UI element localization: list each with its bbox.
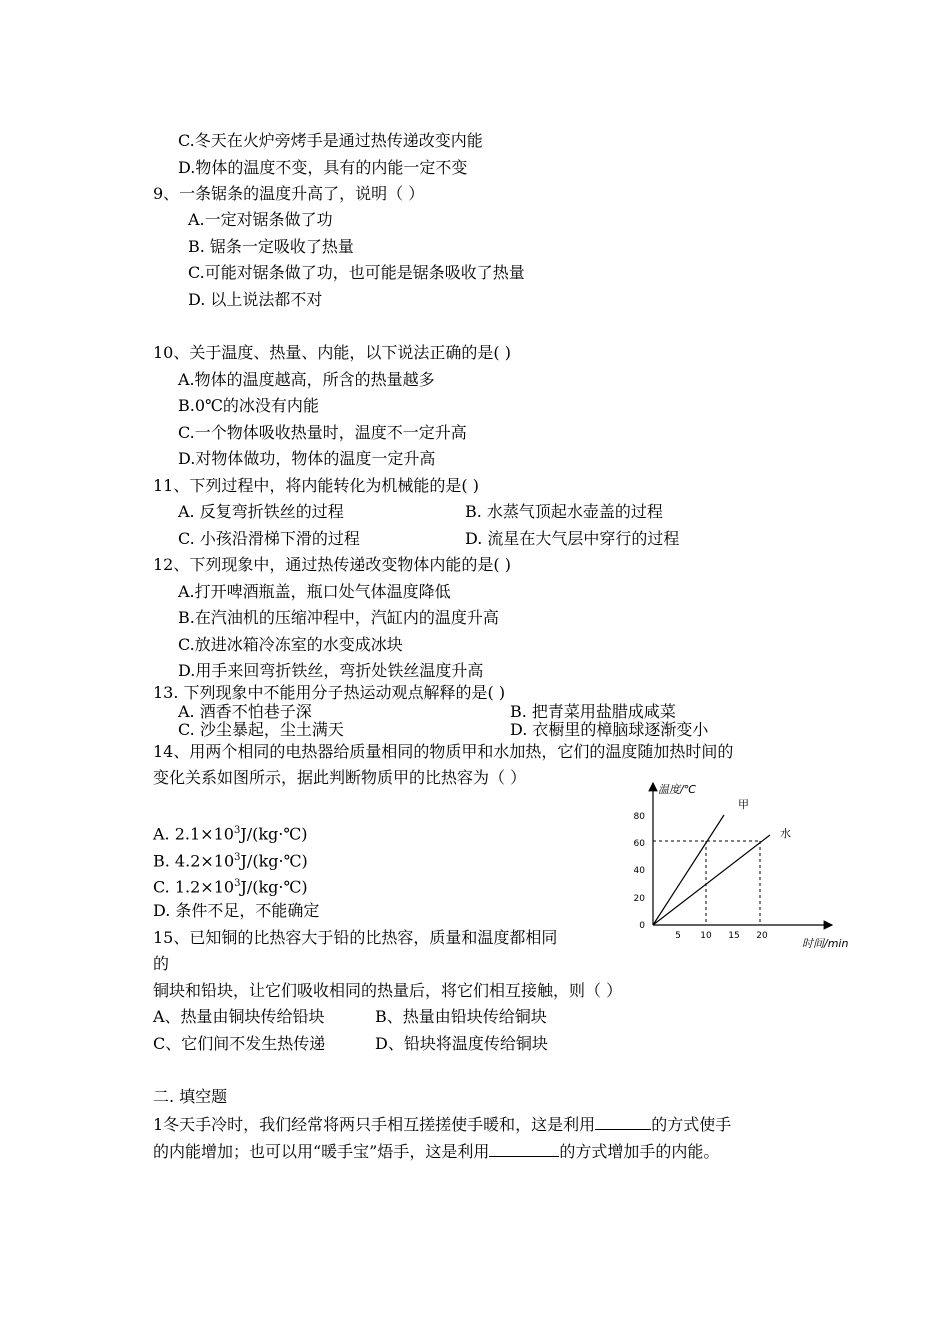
q10-option-d: D.对物体做功，物体的温度一定升高 [178, 449, 436, 468]
q10-option-a: A.物体的温度越高，所含的热量越多 [178, 370, 435, 389]
q9-option-d: D. 以上说法都不对 [188, 290, 323, 309]
x-tick-label: 10 [700, 931, 712, 941]
q9-stem: 9、一条锯条的温度升高了，说明（ ） [153, 184, 425, 203]
q11-stem: 11、下列过程中，将内能转化为机械能的是( ) [153, 476, 479, 495]
q15-stem-line1: 15、已知铜的比热容大于铅的比热容，质量和温度都相同 [153, 928, 558, 947]
q14-option-d: D. 条件不足，不能确定 [153, 901, 320, 920]
q15-stem-line1-wrap: 的 [153, 954, 170, 973]
q12-option-a: A.打开啤酒瓶盖，瓶口处气体温度降低 [178, 582, 451, 601]
q14-stem-line2: 变化关系如图所示，据此判断物质甲的比热容为（ ） [153, 768, 527, 787]
series-jia-line [653, 815, 724, 925]
temperature-time-graph [620, 775, 870, 950]
y-tick-label: 80 [633, 812, 645, 822]
q12-option-b: B.在汽油机的压缩冲程中，汽缸内的温度升高 [178, 608, 499, 627]
x-tick-label: 20 [756, 931, 768, 941]
q15-option-b: B、热量由铅块传给铜块 [375, 1007, 547, 1026]
series-water-line [653, 835, 770, 925]
q11-option-b: B. 水蒸气顶起水壶盖的过程 [465, 502, 663, 521]
q10-stem: 10、关于温度、热量、内能，以下说法正确的是( ) [153, 343, 511, 362]
q11-option-c: C. 小孩沿滑梯下滑的过程 [178, 529, 360, 548]
series-water-label: 水 [780, 827, 791, 840]
answer-blank-1[interactable] [595, 1113, 651, 1130]
q13-option-b: B. 把青菜用盐腊成咸菜 [510, 702, 676, 721]
y-tick-label: 20 [633, 894, 645, 904]
q13-option-d: D. 衣橱里的樟脑球逐渐变小 [510, 720, 709, 739]
q10-option-c: C.一个物体吸收热量时，温度不一定升高 [178, 423, 467, 442]
q13-stem: 13. 下列现象中不能用分子热运动观点解释的是( ) [153, 683, 506, 702]
q11-option-d: D. 流星在大气层中穿行的过程 [465, 529, 680, 548]
x-axis-label: 时间/min [802, 937, 849, 950]
section-heading: 二. 填空题 [153, 1087, 228, 1106]
q9-option-a: A.一定对锯条做了功 [188, 210, 333, 229]
q14-stem-line1: 14、用两个相同的电热器给质量相同的物质甲和水加热，它们的温度随加热时间的 [153, 742, 734, 761]
q10-option-b: B.0℃的冰没有内能 [178, 396, 319, 415]
q8-option-c: C.冬天在火炉旁烤手是通过热传递改变内能 [178, 131, 483, 150]
q14-option-a: A. $2.1\times 10^3J/(kg\cdot℃)$ [153, 824, 308, 844]
y-axis-label: 温度/℃ [658, 783, 697, 796]
q13-option-c: C. 沙尘暴起，尘土满天 [178, 720, 344, 739]
q15-option-d: D、铅块将温度传给铜块 [375, 1034, 548, 1053]
answer-blank-2[interactable] [489, 1140, 559, 1157]
q11-option-a: A. 反复弯折铁丝的过程 [178, 502, 344, 521]
q15-option-c: C、它们间不发生热传递 [153, 1034, 326, 1053]
q8-option-d: D.物体的温度不变，具有的内能一定不变 [178, 158, 468, 177]
q9-option-c: C.可能对锯条做了功，也可能是锯条吸收了热量 [188, 263, 525, 282]
y-tick-label: 40 [633, 866, 645, 876]
q14-option-c: C. $1.2\times 10^3J/(kg\cdot℃)$ [153, 877, 308, 897]
q12-stem: 12、下列现象中，通过热传递改变物体内能的是( ) [153, 555, 511, 574]
q15-stem-line2: 铜块和铅块，让它们吸收相同的热量后，将它们相互接触，则（ ） [153, 981, 623, 1000]
q14-option-b: B. $4.2\times 10^3J/(kg\cdot℃)$ [153, 851, 308, 871]
q9-option-b: B. 锯条一定吸收了热量 [188, 237, 354, 256]
fill-q1-line2: 的内能增加；也可以用“暖手宝”焐手，这是利用 的方式增加手的内能。 [153, 1142, 720, 1161]
x-tick-label: 15 [728, 931, 740, 941]
series-jia-label: 甲 [738, 798, 749, 811]
q15-option-a: A、热量由铜块传给铅块 [153, 1007, 325, 1026]
q12-option-d: D.用手来回弯折铁丝，弯折处铁丝温度升高 [178, 661, 484, 680]
q12-option-c: C.放进冰箱冷冻室的水变成冰块 [178, 635, 403, 654]
y-tick-label: 60 [633, 839, 645, 849]
q13-option-a: A. 酒香不怕巷子深 [178, 702, 312, 721]
fill-q1-line1: 1冬天手冷时，我们经常将两只手相互搓搓使手暖和，这是利用 的方式使手 [153, 1115, 732, 1134]
y-tick-label: 0 [639, 921, 645, 931]
x-tick-label: 5 [675, 931, 681, 941]
